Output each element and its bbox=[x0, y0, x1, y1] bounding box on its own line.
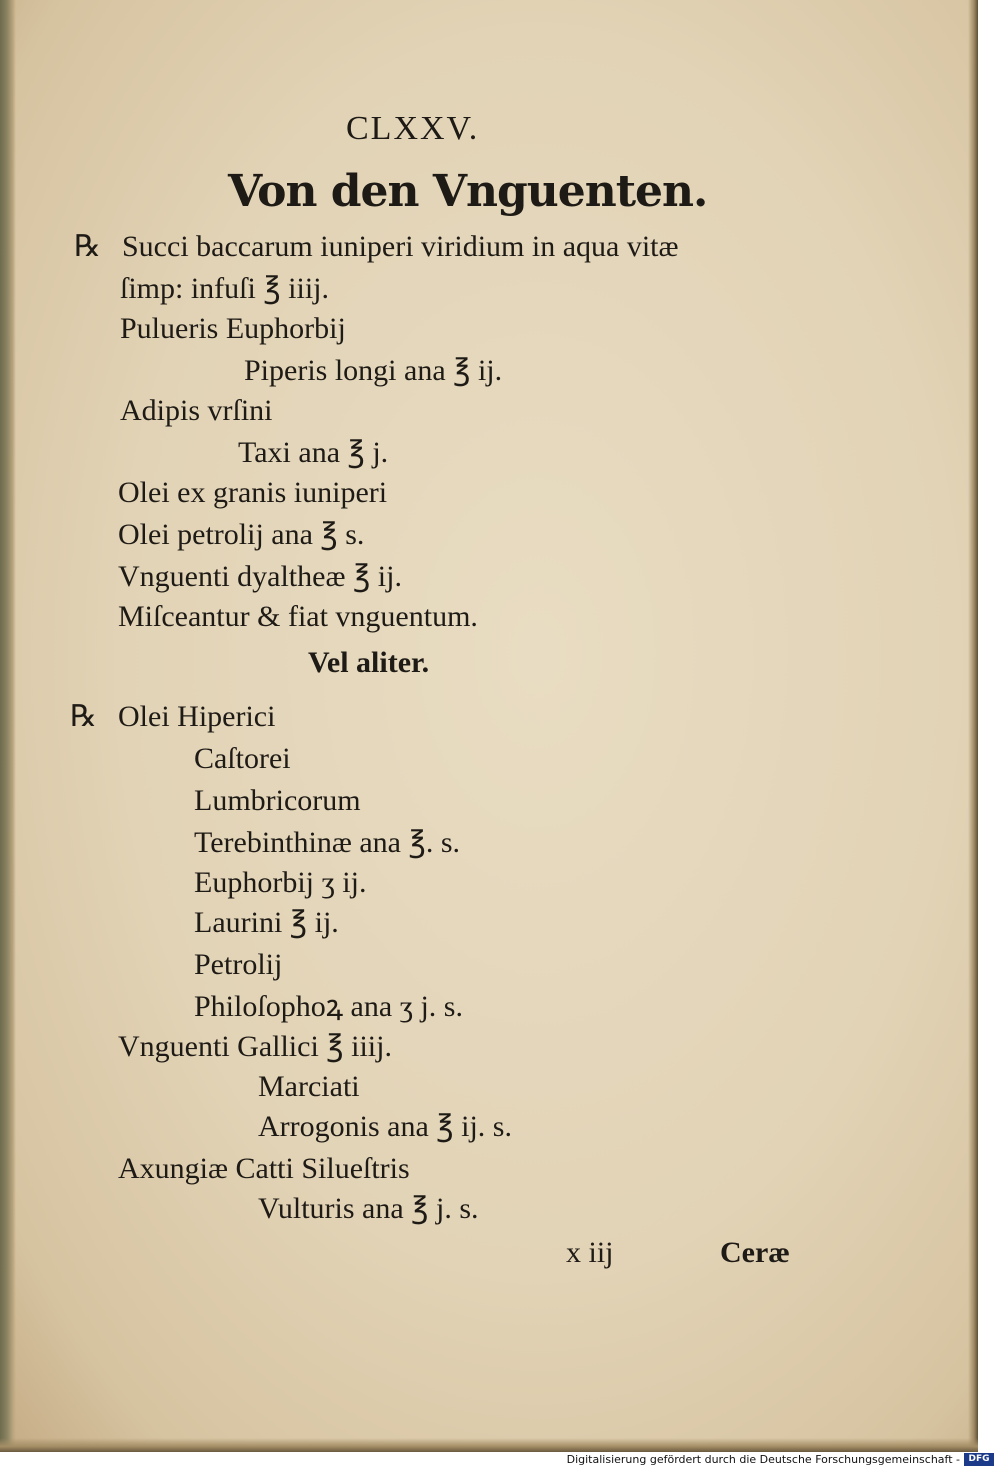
text-line-6: Taxi ana ℥ j. bbox=[238, 436, 389, 469]
text-line-16: Euphorbij ʒ ij. bbox=[194, 866, 367, 899]
page-edge-right bbox=[968, 0, 978, 1452]
text-line-8: Olei petrolij ana ℥ s. bbox=[118, 518, 365, 551]
text-line-15: Terebinthinæ ana ℥. s. bbox=[194, 826, 461, 859]
text-line-19: Philoſophoꝝ ana ʒ j. s. bbox=[194, 990, 463, 1023]
digitization-footer bbox=[0, 1452, 1000, 1468]
folio-number: CLXXV. bbox=[346, 110, 480, 147]
text-line-13: Caſtorei bbox=[194, 742, 291, 775]
text-line-3: Pulueris Euphorbij bbox=[120, 312, 346, 345]
text-line-10: Miſceantur & fiat vnguentum. bbox=[118, 600, 478, 633]
subheading-vel-aliter: Vel aliter. bbox=[308, 646, 430, 679]
recipe-symbol-icon: ℞ bbox=[74, 230, 101, 263]
text-line-22: Arrogonis ana ℥ ij. s. bbox=[258, 1110, 512, 1143]
dfg-logo-icon: DFG bbox=[964, 1453, 994, 1466]
text-line-12: Olei Hiperici bbox=[118, 700, 276, 733]
recipe-symbol-icon: ℞ bbox=[70, 700, 97, 733]
text-line-4: Piperis longi ana ℥ ij. bbox=[244, 354, 503, 387]
text-line-23: Axungiæ Catti Silueſtris bbox=[118, 1152, 410, 1185]
text-line-17: Laurini ℥ ij. bbox=[194, 906, 339, 939]
text-line-14: Lumbricorum bbox=[194, 784, 361, 817]
text-line-20: Vnguenti Gallici ℥ iiij. bbox=[118, 1030, 392, 1063]
page-edge-bottom bbox=[0, 1438, 978, 1452]
catchword: Ceræ bbox=[720, 1236, 790, 1269]
text-line-24: Vulturis ana ℥ j. s. bbox=[258, 1192, 479, 1225]
text-line-18: Petrolij bbox=[194, 948, 283, 981]
book-spine-shadow bbox=[0, 0, 16, 1452]
page-heading: Von den Vnguenten. bbox=[228, 166, 708, 217]
text-line-5: Adipis vrſini bbox=[120, 394, 273, 427]
catchword-signature: x iij bbox=[566, 1236, 614, 1269]
text-line-7: Olei ex granis iuniperi bbox=[118, 476, 388, 509]
footer-credit-text: Digitalisierung gefördert durch die Deutsche Forschungsgemeinschaft - bbox=[566, 1453, 960, 1466]
text-line-2: ſimp: infuſi ℥ iiij. bbox=[120, 272, 330, 305]
text-line-1: Succi baccarum iuniperi viridium in aqua vitæ bbox=[122, 230, 679, 263]
text-line-21: Marciati bbox=[258, 1070, 360, 1103]
text-line-9: Vnguenti dyaltheæ ℥ ij. bbox=[118, 560, 402, 593]
